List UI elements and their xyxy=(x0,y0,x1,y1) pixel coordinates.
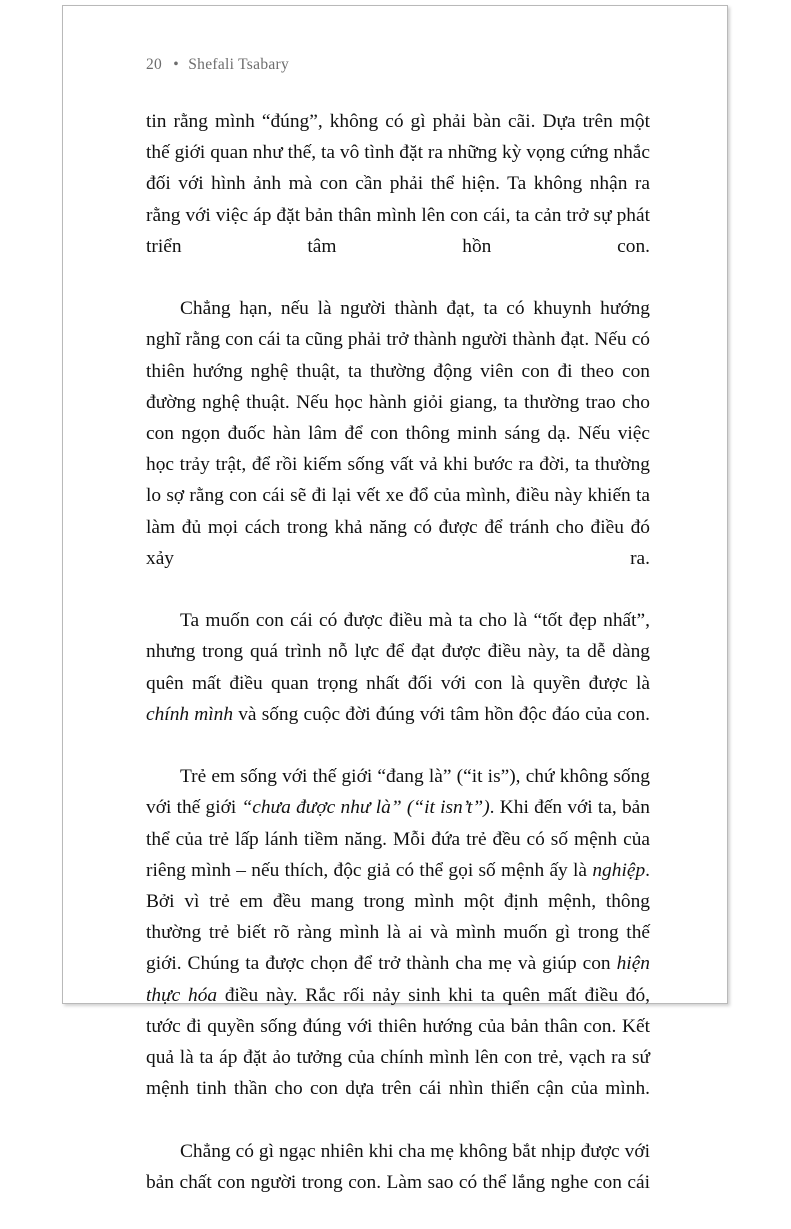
text-run: . Bởi vì trẻ em đều mang trong mình một định mệnh, thông thường trẻ biết rõ ràng mình là ai và mình muốn gì trong thế giới. Chúng ta được chọn để trở thành cha mẹ và giúp con xyxy=(146,859,650,975)
text-run: tin rằng mình “đúng”, không có gì phải bàn cãi. Dựa trên một thế giới quan như thế, ta vô tình đặt ra những kỳ vọng cứng nhắc đối với hình ảnh mà con cần phải thể hiện. Ta không nhận ra rằng với việc áp đặt bản thân mình lên con cái, ta cản trở sự phát triển tâm hồn con. xyxy=(146,111,650,257)
text-run: điều này. Rắc rối nảy sinh khi ta quên mất điều đó, tước đi quyền sống đúng với thiên hướng của bản thân con. Kết quả là ta áp đặt ảo tưởng của chính mình lên con trẻ, vạch ra sứ mệnh tinh thần cho con dựa trên cái nhìn thiển cận của mình. xyxy=(146,984,651,1100)
paragraph xyxy=(146,761,650,1135)
text-run: và sống cuộc đời đúng với tâm hồn độc đáo của con. xyxy=(233,703,651,725)
paragraph xyxy=(146,106,650,293)
text-run: Trẻ em sống với thế giới “đang là” (“it is”), chứ không sống với thế giới xyxy=(146,766,650,819)
paragraph xyxy=(146,293,650,605)
italic-run: “chưa được như là” (“it isn’t”) xyxy=(241,797,490,819)
italic-run: nghiệp xyxy=(592,859,646,881)
text-run: . Khi đến với ta, bản thể của trẻ lấp lánh tiềm năng. Mỗi đứa trẻ đều có số mệnh của riêng mình – nếu thích, độc giả có thể gọi số mệnh ấy là xyxy=(146,797,650,881)
page-number: 20 xyxy=(146,56,163,73)
page-content-area xyxy=(146,6,651,1193)
italic-run: hiện thực hóa xyxy=(146,953,650,1006)
text-run: Chẳng có gì ngạc nhiên khi cha mẹ không bắt nhịp được với bản chất con người trong con. Làm sao có thể lắng nghe con cái xyxy=(146,1140,650,1193)
paragraph xyxy=(146,1136,650,1229)
text-run: Chẳng hạn, nếu là người thành đạt, ta có khuynh hướng nghĩ rằng con cái ta cũng phải trở thành người thành đạt. Nếu có thiên hướng nghệ thuật, ta thường động viên con đi theo con đường nghệ thuật. Nếu học hành giỏi giang, ta thường trao cho con ngọn đuốc hàn lâm để con thông minh sáng dạ. Nếu việc học trảy trật, để rồi kiếm sống vất vả khi bước ra đời, ta thường lo sợ rằng con cái sẽ đi lại vết xe đổ của mình, điều này khiến ta làm đủ mọi cách trong khả năng có được để tránh cho điều đó xảy ra. xyxy=(146,298,650,569)
running-head-author: Shefali Tsabary xyxy=(188,56,290,73)
paragraph xyxy=(146,605,650,761)
running-head xyxy=(146,56,289,74)
running-head-separator-bullet-icon: • xyxy=(173,56,180,73)
italic-run: chính mình xyxy=(146,703,234,725)
book-page-sheet xyxy=(62,5,728,1193)
body-text xyxy=(146,106,650,1229)
text-run: Ta muốn con cái có được điều mà ta cho là “tốt đẹp nhất”, nhưng trong quá trình nỗ lực để đạt được điều này, ta dễ dàng quên mất điều quan trọng nhất đối với con là quyền được là xyxy=(146,610,650,694)
